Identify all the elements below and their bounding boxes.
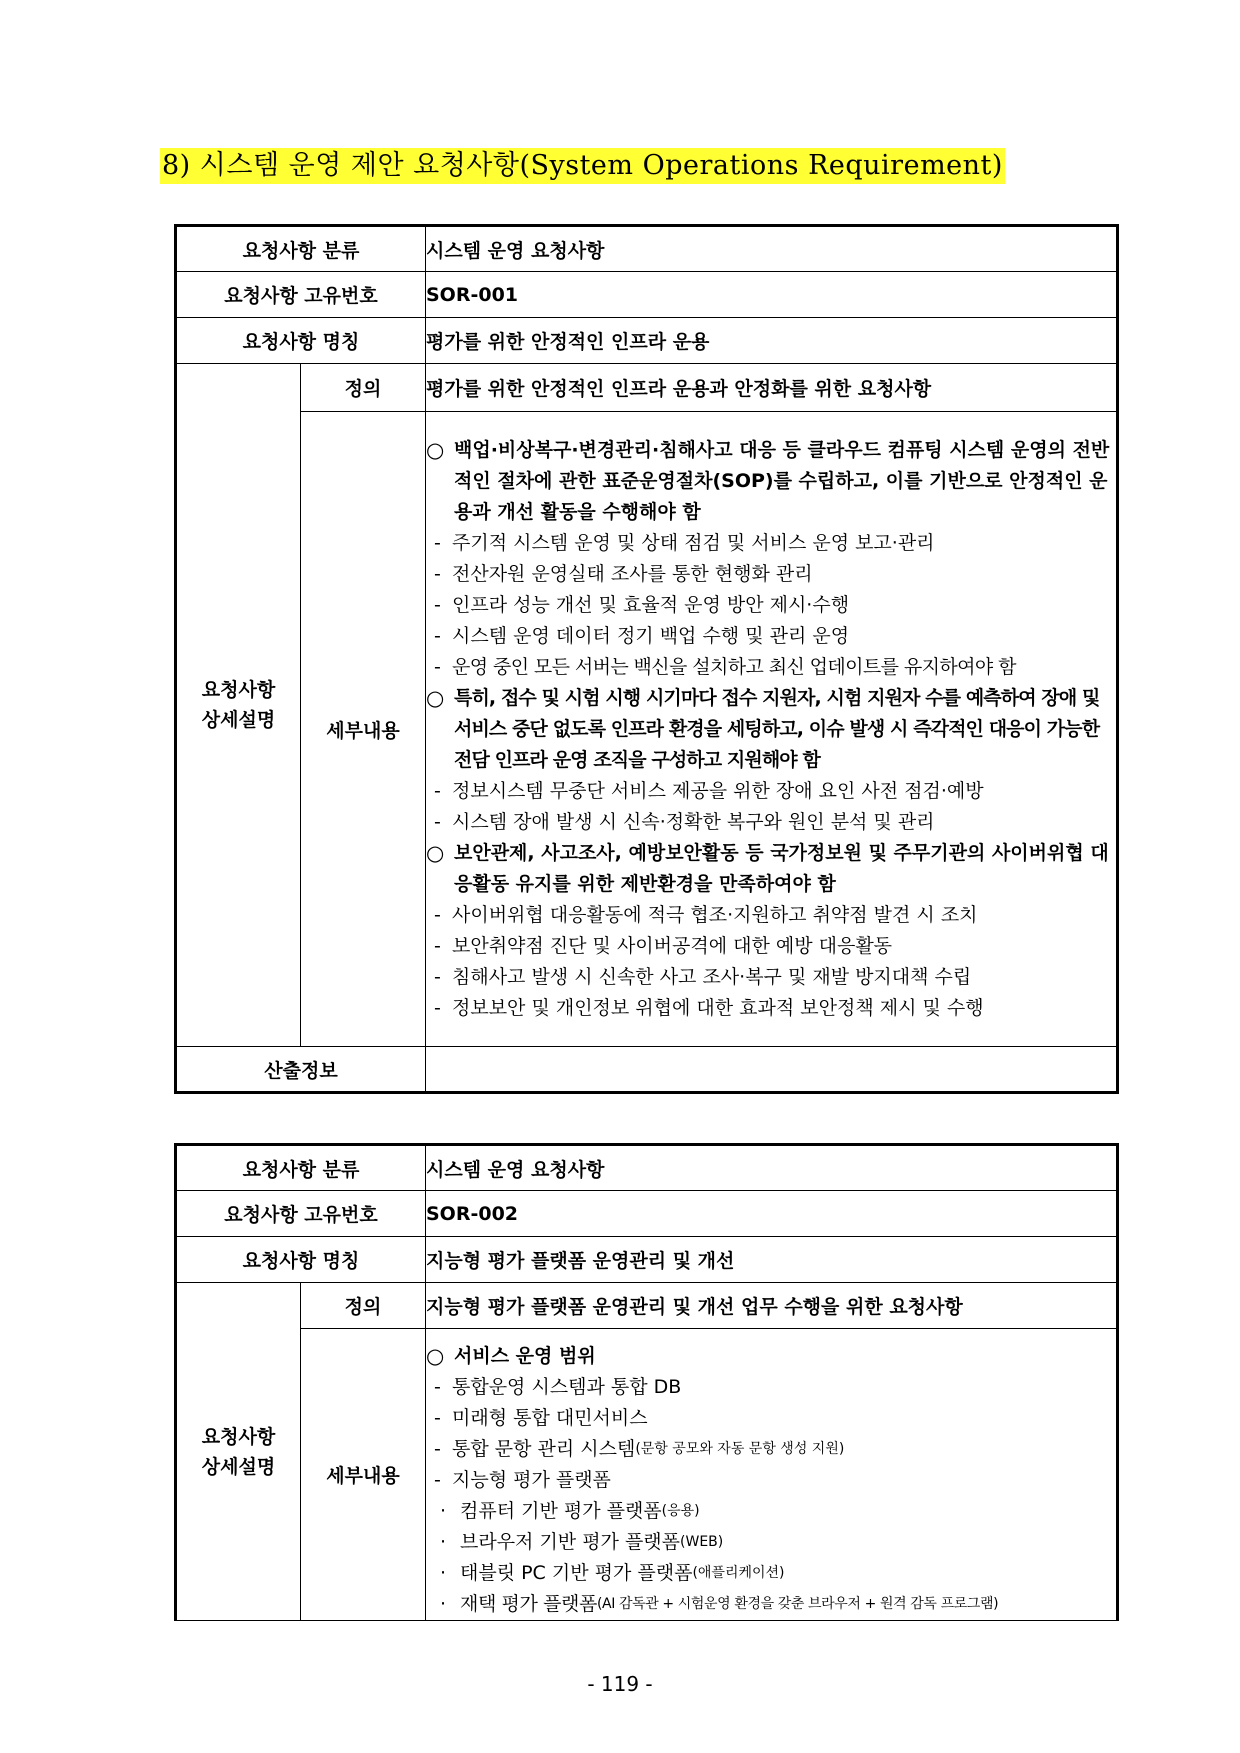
list-item — [426, 559, 1116, 590]
detail-label — [176, 1283, 301, 1621]
list-item — [426, 652, 1116, 683]
sub-list-item-text: 태블릿 PC 기반 평가 플랫폼 — [460, 1562, 693, 1584]
list-item-text: 통합 문항 관리 시스템 — [452, 1438, 636, 1460]
group-title-text: 보안관제, 사고조사, 예방보안활동 등 국가정보원 및 주무기관의 사이버위협 대응활동 유지를 위한 제반환경을 만족하여야 함 — [454, 841, 1109, 895]
name-label: 요청사항 명칭 — [176, 318, 426, 364]
id-value: SOR-002 — [426, 1191, 1118, 1237]
list-item — [426, 776, 1116, 807]
dash-bullet: - — [434, 903, 441, 926]
dash-bullet: - — [434, 1469, 441, 1491]
name-label: 요청사항 명칭 — [176, 1237, 426, 1283]
list-item — [426, 590, 1116, 621]
sub-list-item-text: 컴퓨터 기반 평가 플랫폼 — [460, 1500, 662, 1522]
list-item — [426, 807, 1116, 838]
dash-bullet: - — [434, 810, 441, 833]
definition-label: 정의 — [301, 1283, 426, 1329]
requirement-table-sor-002 — [174, 1143, 1119, 1621]
circle-bullet: ○ — [426, 840, 445, 865]
dash-bullet: - — [434, 996, 441, 1019]
dash-bullet: - — [434, 1438, 441, 1460]
definition-label: 정의 — [301, 364, 426, 412]
group-title-text: 서비스 운영 범위 — [454, 1345, 596, 1367]
list-item — [426, 931, 1116, 962]
detail-label-text: 요청사항 상세설명 — [201, 1425, 276, 1478]
list-item — [426, 1403, 1116, 1434]
dash-bullet: - — [434, 531, 441, 554]
requirement-table-sor-001 — [174, 224, 1119, 1094]
sub-list-item — [426, 1496, 1116, 1527]
circle-bullet: ○ — [426, 437, 445, 462]
definition-value: 지능형 평가 플랫폼 운영관리 및 개선 업무 수행을 위한 요청사항 — [426, 1283, 1118, 1329]
list-item-text: 사이버위협 대응활동에 적극 협조·지원하고 취약점 발견 시 조치 — [452, 903, 978, 926]
sub-list-item — [426, 1527, 1116, 1558]
category-value: 시스템 운영 요청사항 — [426, 1145, 1118, 1191]
group-title-text: 백업·비상복구·변경관리·침해사고 대응 등 클라우드 컴퓨팅 시스템 운영의 전반적인 절차에 관한 표준운영절차(SOP)를 수립하고, 이를 기반으로 안정적인 운용과 개선 활동을 수행해야 함 — [454, 438, 1110, 523]
dot-bullet: · — [440, 1531, 447, 1553]
dash-bullet: - — [434, 624, 441, 647]
definition-value: 평가를 위한 안정적인 인프라 운용과 안정화를 위한 요청사항 — [426, 364, 1118, 412]
sub-list-item-note: (AI 감독관 + 시험운영 환경을 갖춘 브라우저 + 원격 감독 프로그램) — [596, 1596, 999, 1612]
group-3-title — [426, 838, 1116, 900]
list-item-text: 전산자원 운영실태 조사를 통한 현행화 관리 — [452, 562, 813, 585]
dash-bullet: - — [434, 1407, 441, 1429]
list-item-note: (문항 공모와 자동 문항 생성 지원) — [635, 1441, 845, 1457]
dash-bullet: - — [434, 593, 441, 616]
list-item-text: 정보보안 및 개인정보 위협에 대한 효과적 보안정책 제시 및 수행 — [452, 996, 984, 1019]
category-value: 시스템 운영 요청사항 — [426, 226, 1118, 272]
contents-label: 세부내용 — [301, 1329, 426, 1621]
list-item — [426, 1434, 1116, 1465]
sub-list-item — [426, 1589, 1116, 1620]
dash-bullet: - — [434, 965, 441, 988]
output-label: 산출정보 — [176, 1047, 426, 1093]
list-item-text: 보안취약점 진단 및 사이버공격에 대한 예방 대응활동 — [452, 934, 893, 957]
group-title — [426, 1341, 1116, 1372]
id-value: SOR-001 — [426, 272, 1118, 318]
dash-bullet: - — [434, 562, 441, 585]
list-item-text: 정보시스템 무중단 서비스 제공을 위한 장애 요인 사전 점검·예방 — [452, 779, 984, 802]
detail-label — [176, 364, 301, 1047]
list-item-text: 시스템 운영 데이터 정기 백업 수행 및 관리 운영 — [452, 624, 850, 647]
list-item — [426, 1372, 1116, 1403]
dash-bullet: - — [434, 655, 441, 678]
name-value: 지능형 평가 플랫폼 운영관리 및 개선 — [426, 1237, 1118, 1283]
list-item-text: 인프라 성능 개선 및 효율적 운영 방안 제시·수행 — [452, 593, 850, 616]
list-item — [426, 993, 1116, 1024]
id-label: 요청사항 고유번호 — [176, 1191, 426, 1237]
list-item-text: 시스템 장애 발생 시 신속·정확한 복구와 원인 분석 및 관리 — [452, 810, 935, 833]
group-title-text: 특히, 접수 및 시험 시행 시기마다 접수 지원자, 시험 지원자 수를 예측하여 장애 및 서비스 중단 없도록 인프라 환경을 세팅하고, 이슈 발생 시 즉각적인 대응이 가능한 전담 인프라 운영 조직을 구성하고 지원해야 함 — [454, 686, 1100, 771]
contents-cell — [426, 1329, 1118, 1621]
sub-list-item-note: (애플리케이션) — [692, 1565, 785, 1581]
sub-list-item-text: 재택 평가 플랫폼 — [460, 1593, 597, 1615]
list-item — [426, 1465, 1116, 1496]
list-item-text: 지능형 평가 플랫폼 — [452, 1469, 611, 1491]
sub-list-item-note: (응용) — [661, 1503, 700, 1519]
list-item — [426, 621, 1116, 652]
list-item-text: 침해사고 발생 시 신속한 사고 조사·복구 및 재발 방지대책 수립 — [452, 965, 972, 988]
category-label: 요청사항 분류 — [176, 1145, 426, 1191]
name-value: 평가를 위한 안정적인 인프라 운용 — [426, 318, 1118, 364]
list-item-text: 통합운영 시스템과 통합 DB — [452, 1376, 682, 1398]
dot-bullet: · — [440, 1500, 447, 1522]
circle-bullet: ○ — [426, 685, 444, 710]
dot-bullet: · — [440, 1562, 447, 1584]
sub-list-item — [426, 1558, 1116, 1589]
id-label: 요청사항 고유번호 — [176, 272, 426, 318]
dot-bullet: · — [440, 1593, 446, 1615]
dash-bullet: - — [434, 934, 441, 957]
list-item — [426, 962, 1116, 993]
list-item-text: 주기적 시스템 운영 및 상태 점검 및 서비스 운영 보고·관리 — [452, 531, 935, 554]
section-heading: 8) 시스템 운영 제안 요청사항(System Operations Requirement) — [160, 148, 1005, 184]
category-label: 요청사항 분류 — [176, 226, 426, 272]
sub-list-item-text: 브라우저 기반 평가 플랫폼 — [460, 1531, 681, 1553]
contents-label: 세부내용 — [301, 412, 426, 1047]
list-item-text: 운영 중인 모든 서버는 백신을 설치하고 최신 업데이트를 유지하여야 함 — [452, 655, 1016, 678]
list-item — [426, 900, 1116, 931]
list-item — [426, 528, 1116, 559]
list-item-text: 미래형 통합 대민서비스 — [452, 1407, 648, 1429]
output-value — [426, 1047, 1118, 1093]
detail-label-text: 요청사항 상세설명 — [201, 679, 276, 731]
page-number: - 119 - — [587, 1672, 653, 1696]
sub-list-item-note: (WEB) — [680, 1534, 724, 1550]
group-2-title — [426, 683, 1116, 776]
group-1-title — [426, 435, 1116, 528]
dash-bullet: - — [434, 779, 441, 802]
contents-cell — [426, 412, 1118, 1047]
circle-bullet: ○ — [426, 1344, 445, 1368]
dash-bullet: - — [434, 1376, 441, 1398]
